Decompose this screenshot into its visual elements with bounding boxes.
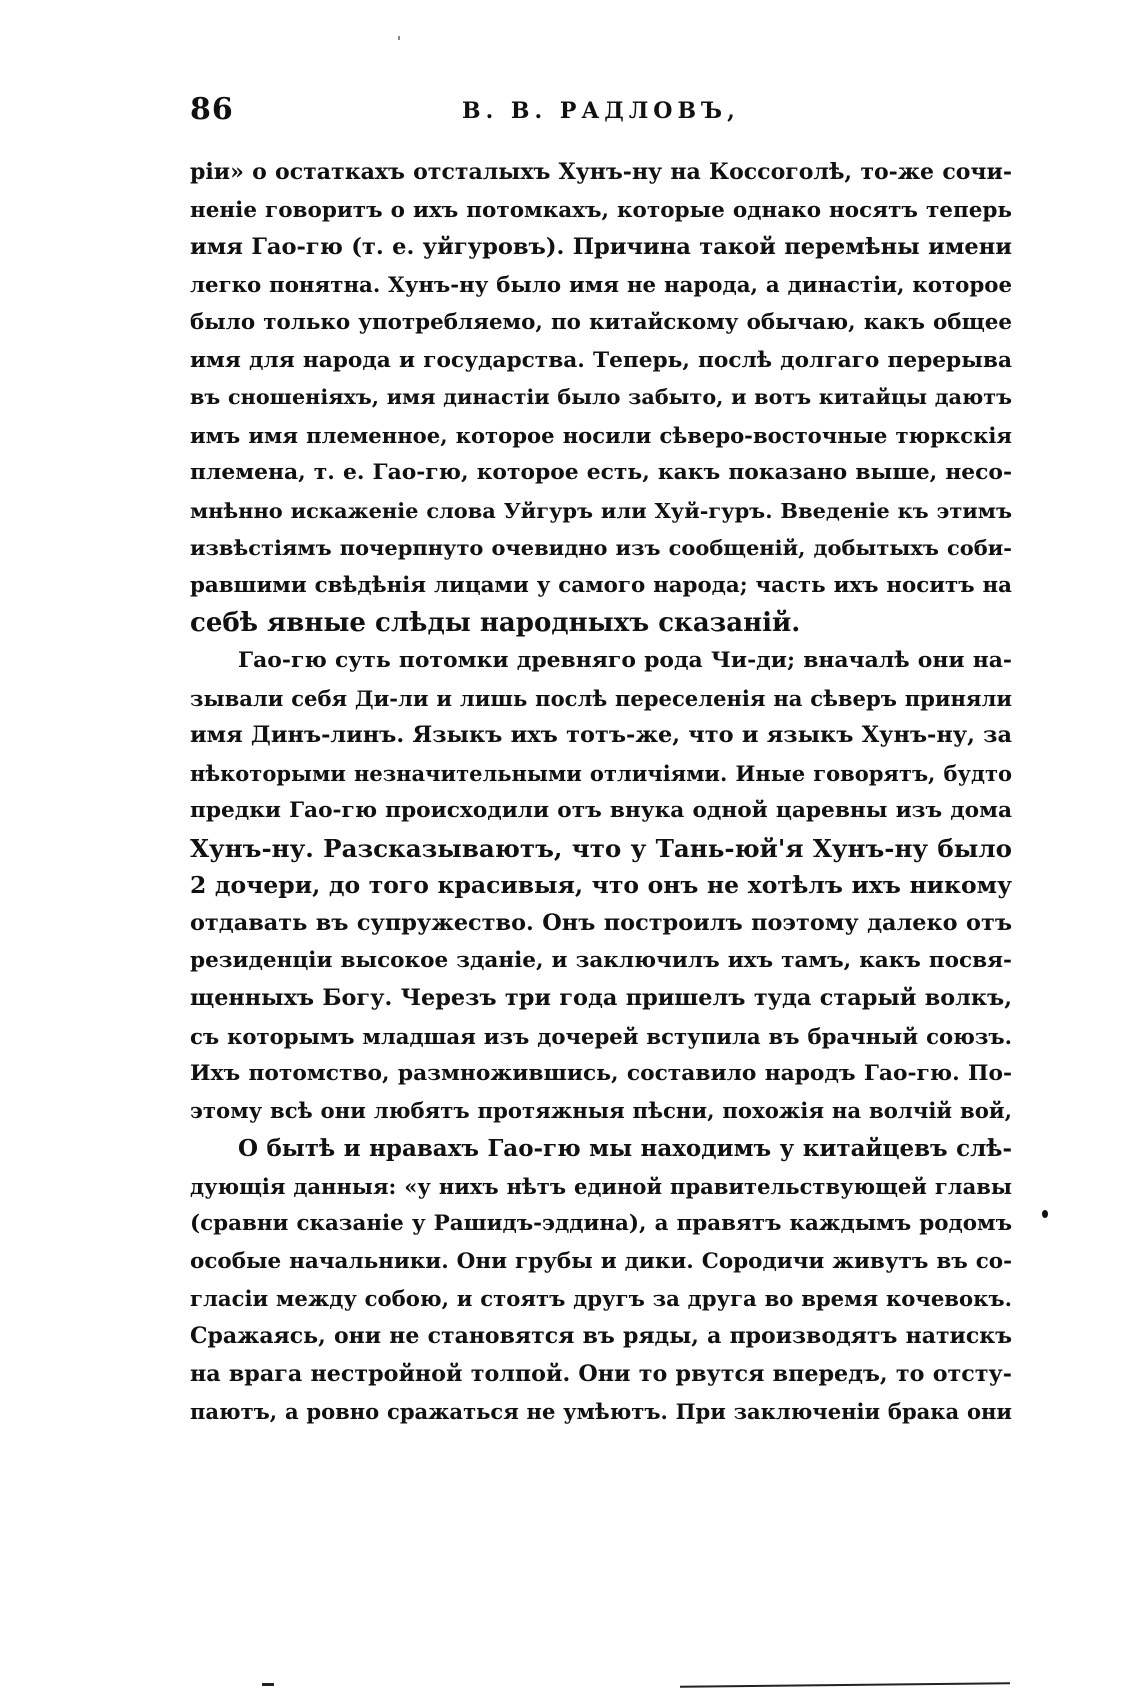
text-line: отдавать въ супружество. Онъ построилъ поэтому далеко отъ xyxy=(190,909,1012,936)
text-line: имя Динъ-линъ. Языкъ ихъ тотъ-же, что и языкъ Хунъ-ну, за xyxy=(190,722,1012,749)
page-number: 86 xyxy=(190,92,234,127)
scan-speck xyxy=(398,36,400,40)
body-text xyxy=(190,154,1012,1431)
text-line: (сравни сказаніе у Рашидъ-эддина), а правятъ каждымъ родомъ xyxy=(190,1211,1012,1237)
text-line: мнѣнно искаженіе слова Уйгуръ или Хуй-гуръ. Введеніе къ этимъ xyxy=(190,497,1012,523)
running-head: В. В. РАДЛОВЪ, xyxy=(462,98,740,124)
paragraph-first-line: О бытѣ и нравахъ Гао-гю мы находимъ у китайцевъ слѣ- xyxy=(238,1135,1012,1163)
text-line: племена, т. е. Гао-гю, которое есть, какъ показано выше, несо- xyxy=(190,460,1012,486)
text-line: особые начальники. Они грубы и дики. Сородичи живутъ въ со- xyxy=(190,1248,1012,1274)
text-line: этому всѣ они любятъ протяжныя пѣсни, похожія на волчій вой, xyxy=(190,1098,1012,1124)
text-line: зывали себя Ди-ли и лишь послѣ переселенія на сѣверъ приняли xyxy=(190,685,1012,711)
text-line: имъ имя племенное, которое носили сѣверо-восточные тюркскія xyxy=(190,422,1012,448)
text-line: Ихъ потомство, размножившись, составило народъ Гао-гю. По- xyxy=(190,1061,1012,1087)
text-line: на врага нестройной толпой. Они то рвутся впередъ, то отсту- xyxy=(190,1360,1012,1387)
text-line: ріи» о остаткахъ отсталыхъ Хунъ-ну на Коссоголѣ, то-же сочи- xyxy=(190,159,1012,185)
text-line: легко понятна. Хунъ-ну было имя не народа, а династіи, которое xyxy=(190,272,1012,298)
text-line: себѣ явные слѣды народныхъ сказаній. xyxy=(190,607,801,638)
text-line: неніе говоритъ о ихъ потомкахъ, которые однако носятъ теперь xyxy=(190,197,1012,223)
scan-edge-mark xyxy=(262,1683,274,1686)
text-line: предки Гао-гю происходили отъ внука одной царевны изъ дома xyxy=(190,798,1012,824)
text-line: дующія данныя: «у нихъ нѣтъ единой правительствующей главы xyxy=(190,1173,1012,1199)
text-line: было только употребляемо, по китайскому обычаю, какъ общее xyxy=(190,310,1012,336)
text-line: паютъ, а ровно сражаться не умѣютъ. При заключеніи брака они xyxy=(190,1399,1012,1425)
text-line: имя для народа и государства. Теперь, послѣ долгаго перерыва xyxy=(190,347,1012,373)
scan-edge-rule xyxy=(680,1682,1010,1687)
paragraph-first-line: Гао-гю суть потомки древняго рода Чи-ди; вначалѣ они на- xyxy=(238,647,1012,674)
margin-ink-dot xyxy=(1042,1210,1048,1218)
text-line: въ сношеніяхъ, имя династіи было забыто, и вотъ китайцы даютъ xyxy=(190,385,1012,410)
text-line: нѣкоторыми незначительными отличіями. Иные говорятъ, будто xyxy=(190,760,1012,786)
text-line: Хунъ-ну. Разсказываютъ, что у Тань-юй'я Хунъ-ну было xyxy=(190,833,1012,863)
text-line: резиденціи высокое зданіе, и заключилъ ихъ тамъ, какъ посвя- xyxy=(190,948,1012,974)
text-line: Сражаясь, они не становятся въ ряды, а производятъ натискъ xyxy=(190,1322,1012,1349)
text-line: съ которымъ младшая изъ дочерей вступила въ брачный союзъ. xyxy=(190,1023,1012,1049)
text-line: гласіи между собою, и стоятъ другъ за друга во время кочевокъ. xyxy=(190,1286,1012,1312)
text-line: извѣстіямъ почерпнуто очевидно изъ сообщеній, добытыхъ соби- xyxy=(190,535,1012,561)
text-line: 2 дочери, до того красивыя, что онъ не хотѣлъ ихъ никому xyxy=(190,871,1012,900)
text-line: равшими свѣдѣнія лицами у самого народа; часть ихъ носитъ на xyxy=(190,573,1012,599)
text-line: имя Гао-гю (т. е. уйгуровъ). Причина такой перемѣны имени xyxy=(190,234,1012,261)
text-line: щенныхъ Богу. Черезъ три года пришелъ туда старый волкъ, xyxy=(190,985,1012,1012)
